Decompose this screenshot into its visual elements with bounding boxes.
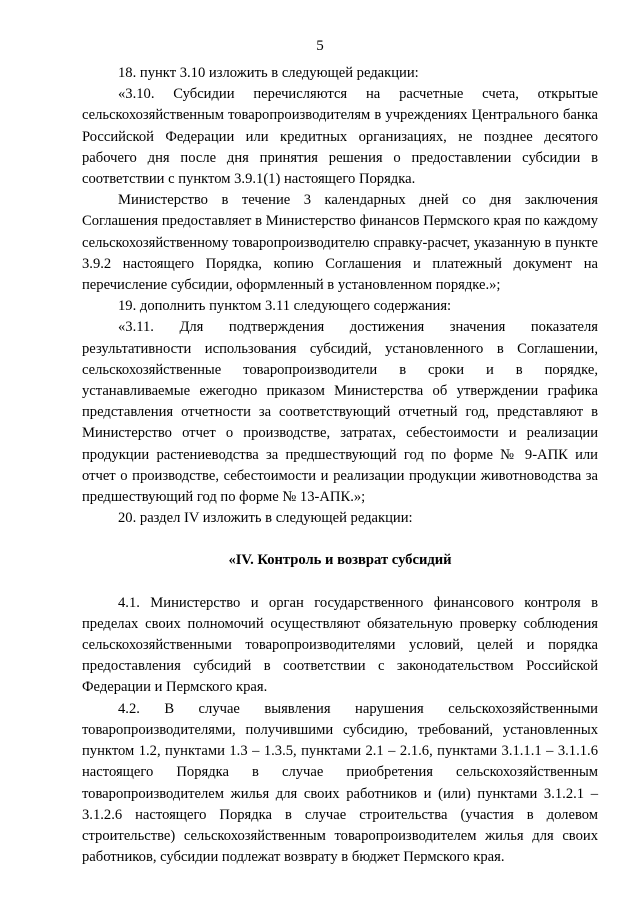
clause-3-10-paragraph-2: Министерство в течение 3 календарных дней со дня заключения Соглашения предоставляет в Министерство финансов Пермского края по каждому сельскохозяйственному товаропроизводителю справку-расчет, указанную в пункте 3.9.2 настоящего Порядка, копию Соглашения и платежный документ на перечисление субсидии, оформленный в установленном порядке.»; — [82, 192, 598, 294]
amendment-item-19: 19. дополнить пунктом 3.11 следующего содержания: — [118, 298, 452, 315]
document-body — [82, 63, 598, 868]
clause-4-2: 4.2. В случае выявления нарушения сельскохозяйственными товаропроизводителями, получившими субсидию, требований, установленных пунктом 1.2, пунктами 1.3 – 1.3.5, пунктами 2.1 – 2.1.6, пунктами 3.1.1.1 – 3.1.1.6 настоящего Порядка в случае приобретения сельскохозяйственным товаропроизводителем жилья для своих работников и (или) пунктами 3.1.2.1 – 3.1.2.6 настоящего Порядка в случае строительства (участия в долевом строительстве) сельскохозяйственным товаропроизводителем жилья для своих работников, субсидии подлежат возврату в бюджет Пермского края. — [82, 700, 598, 866]
page-number: 5 — [316, 38, 324, 54]
amendment-item-20: 20. раздел IV изложить в следующей редакции: — [118, 510, 413, 527]
amendment-item-18: 18. пункт 3.10 изложить в следующей редакции: — [118, 65, 419, 81]
clause-4-1: 4.1. Министерство и орган государственного финансового контроля в пределах своих полномочий осуществляют обязательную проверку соблюдения сельскохозяйственными товаропроизводителями условий, целей и порядка предоставления субсидий в соответствии с законодательством Российской Федерации и Пермского края. — [82, 594, 598, 696]
clause-3-10-paragraph-1: «3.10. Субсидии перечисляются на расчетные счета, открытые сельскохозяйственным товаропроизводителям в учреждениях Центрального банка Российской Федерации или кредитных организациях, не позднее десятого рабочего дня после дня принятия решения о предоставлении субсидии в соответствии с пунктом 3.9.1(1) настоящего Порядка. — [82, 86, 598, 188]
section-heading: «IV. Контроль и возврат субсидий — [228, 552, 452, 569]
clause-3-11: «3.11. Для подтверждения достижения значения показателя результативности использования субсидий, установленного в Соглашении, сельскохозяйственные товаропроизводители в сроки и в порядке, устанавливаемые ежегодно приказом Министерства об утверждении графика представления отчетности за соответствующий отчетный год, представляют в Министерство отчет о производстве, затратах, себестоимости и реализации продукции растениеводства за предшествующий год по форме № 9-АПК или отчет о производстве, себестоимости и реализации продукции животноводства за предшествующий год по форме № 13-АПК.»; — [82, 319, 598, 506]
